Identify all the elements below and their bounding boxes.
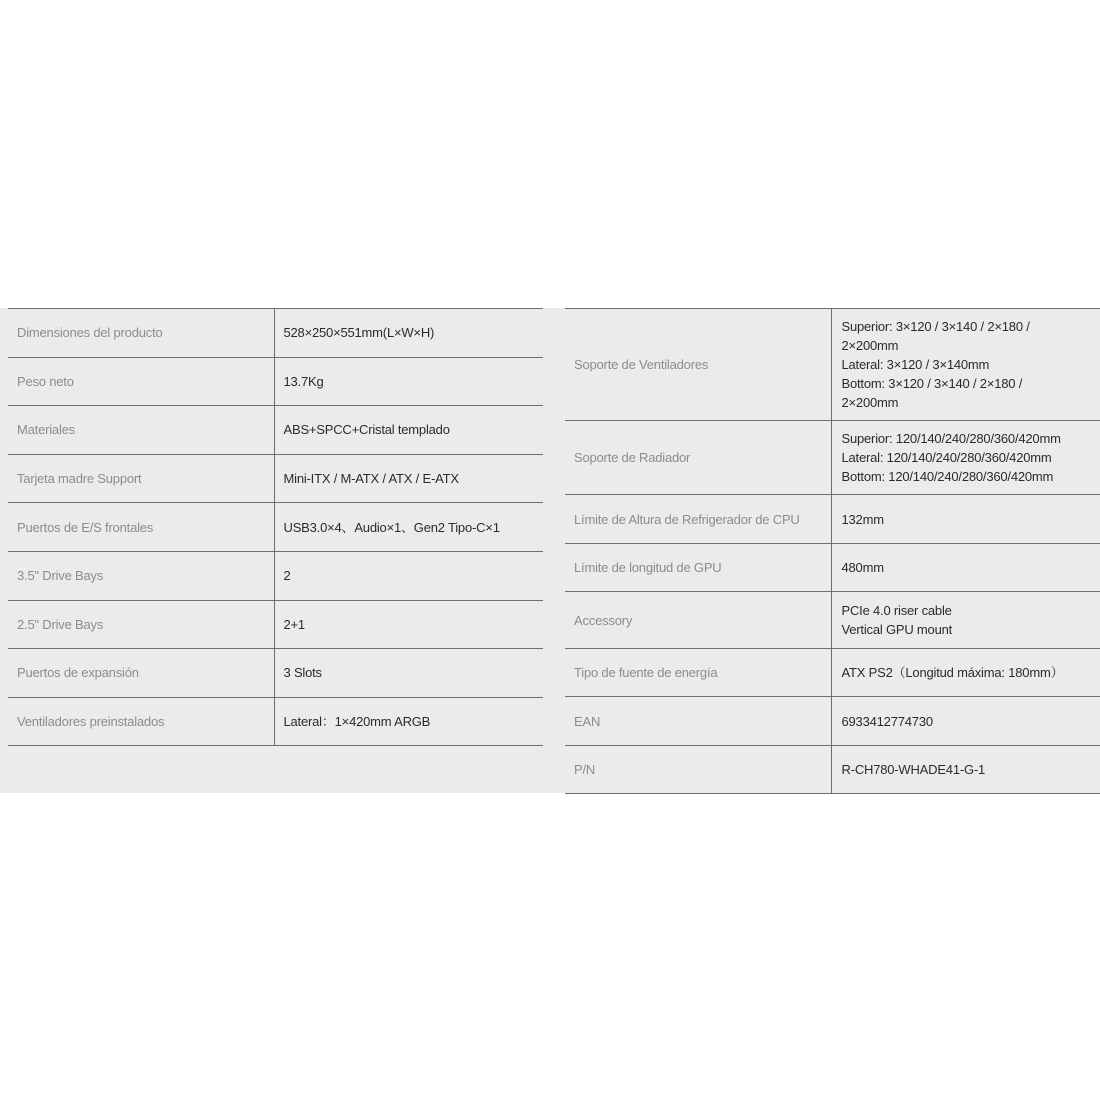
spec-value: ABS+SPCC+Cristal templado	[274, 406, 543, 455]
spec-label: Materiales	[8, 406, 274, 455]
spec-row-materials	[8, 406, 543, 455]
spec-row-part-number	[565, 746, 1100, 794]
spec-table-right	[565, 308, 1100, 794]
spec-value: USB3.0×4、Audio×1、Gen2 Tipo-C×1	[274, 503, 543, 552]
spec-label: Límite de longitud de GPU	[565, 544, 831, 592]
spec-panel	[0, 308, 1100, 793]
spec-label: 2.5" Drive Bays	[8, 600, 274, 649]
spec-row-psu-type	[565, 649, 1100, 697]
spec-row-fan-support	[565, 309, 1100, 421]
spec-label: Accessory	[565, 592, 831, 649]
spec-value: Superior: 3×120 / 3×140 / 2×180 / 2×200mm Lateral: 3×120 / 3×140mm Bottom: 3×120 / 3×140 / 2×180 / 2×200mm	[831, 309, 1100, 421]
spec-value: R-CH780-WHADE41-G-1	[831, 746, 1100, 794]
spec-row-25-drive-bays	[8, 600, 543, 649]
spec-label: EAN	[565, 697, 831, 746]
spec-label: Tarjeta madre Support	[8, 454, 274, 503]
spec-label: Tipo de fuente de energía	[565, 649, 831, 697]
spec-row-accessory	[565, 592, 1100, 649]
spec-table-left	[8, 308, 543, 746]
spec-row-expansion-slots	[8, 649, 543, 698]
spec-value: 480mm	[831, 544, 1100, 592]
spec-label: Puertos de E/S frontales	[8, 503, 274, 552]
spec-label: Peso neto	[8, 357, 274, 406]
spec-value: ATX PS2（Longitud máxima: 180mm）	[831, 649, 1100, 697]
spec-value: PCIe 4.0 riser cable Vertical GPU mount	[831, 592, 1100, 649]
spec-row-dimensions	[8, 309, 543, 358]
spec-label: Dimensiones del producto	[8, 309, 274, 358]
spec-row-radiator-support	[565, 421, 1100, 495]
spec-value: 132mm	[831, 495, 1100, 544]
spec-value: 2	[274, 551, 543, 600]
spec-label: Ventiladores preinstalados	[8, 697, 274, 746]
spec-label: P/N	[565, 746, 831, 794]
spec-value: Mini-ITX / M-ATX / ATX / E-ATX	[274, 454, 543, 503]
spec-row-gpu-length	[565, 544, 1100, 592]
spec-row-preinstalled-fans	[8, 697, 543, 746]
spec-row-front-io	[8, 503, 543, 552]
spec-row-cpu-cooler-height	[565, 495, 1100, 544]
spec-value: 13.7Kg	[274, 357, 543, 406]
spec-row-motherboard-support	[8, 454, 543, 503]
spec-label: Puertos de expansión	[8, 649, 274, 698]
spec-value: 2+1	[274, 600, 543, 649]
spec-value: 6933412774730	[831, 697, 1100, 746]
spec-label: 3.5" Drive Bays	[8, 551, 274, 600]
spec-row-net-weight	[8, 357, 543, 406]
spec-value: Lateral：1×420mm ARGB	[274, 697, 543, 746]
spec-label: Soporte de Ventiladores	[565, 309, 831, 421]
spec-value: 528×250×551mm(L×W×H)	[274, 309, 543, 358]
spec-value: Superior: 120/140/240/280/360/420mm Lateral: 120/140/240/280/360/420mm Bottom: 120/140/240/280/360/420mm	[831, 421, 1100, 495]
spec-row-ean	[565, 697, 1100, 746]
spec-label: Límite de Altura de Refrigerador de CPU	[565, 495, 831, 544]
spec-label: Soporte de Radiador	[565, 421, 831, 495]
spec-value: 3 Slots	[274, 649, 543, 698]
spec-row-35-drive-bays	[8, 551, 543, 600]
